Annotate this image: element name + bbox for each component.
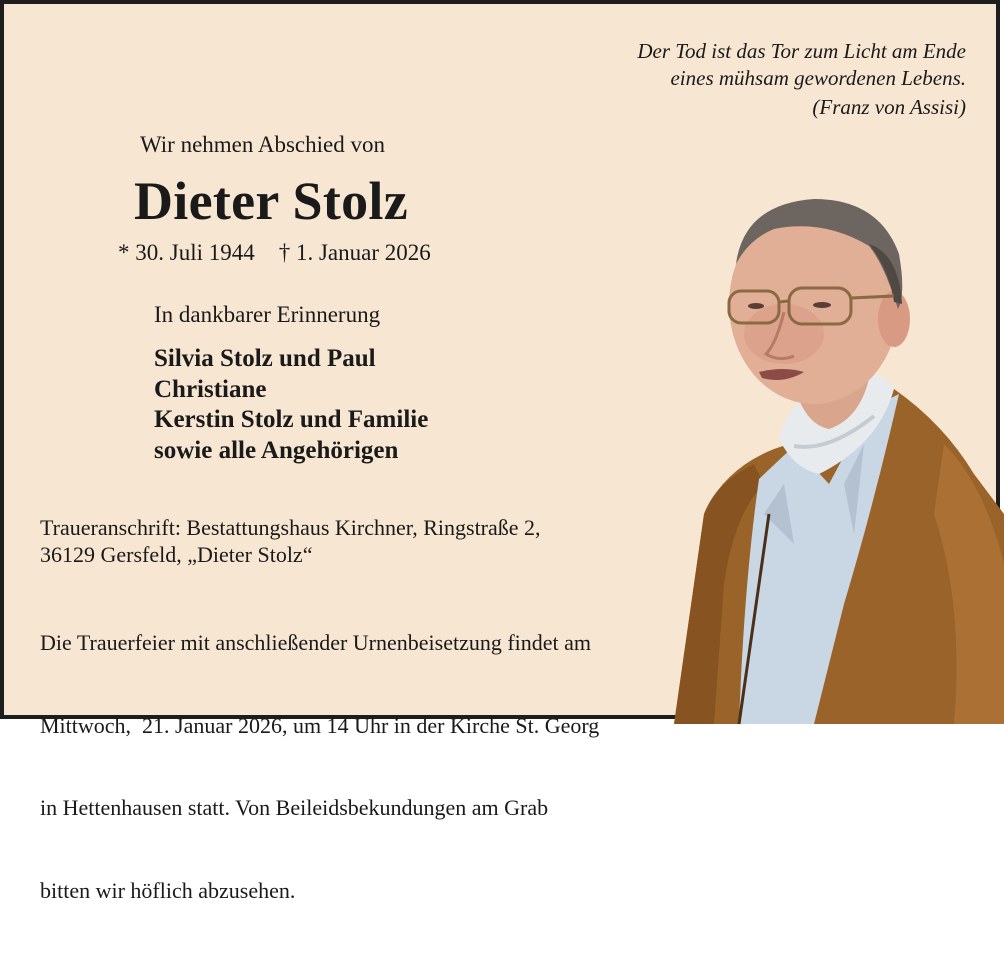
ceremony-line-3: in Hettenhausen statt. Von Beileidsbekundungen am Grab	[40, 795, 549, 820]
memory-line: In dankbarer Erinnerung	[154, 302, 381, 327]
deceased-name: Dieter Stolz	[134, 171, 408, 231]
address-line-2: 36129 Gersfeld, „Dieter Stolz“	[40, 542, 313, 567]
intro-text: Wir nehmen Abschied von	[140, 132, 385, 157]
ceremony-line-2: Mittwoch, 21. Januar 2026, um 14 Uhr in der Kirche St. Georg	[40, 712, 600, 738]
quote-source: (Franz von Assisi)	[812, 95, 966, 119]
mourner: Kerstin Stolz und Familie	[154, 406, 429, 433]
mourner: sowie alle Angehörigen	[154, 436, 399, 464]
portrait-photo	[644, 184, 1004, 724]
life-dates	[118, 240, 431, 266]
mourning-address	[40, 514, 541, 568]
mourners-list	[154, 344, 428, 466]
mourner: Silvia Stolz und Paul	[154, 345, 376, 372]
address-line-1: Traueranschrift: Bestattungshaus Kirchner, Ringstraße 2,	[40, 515, 541, 540]
quote-line-1: Der Tod ist das Tor zum Licht am Ende	[637, 39, 966, 63]
ceremony-line-1: Die Trauerfeier mit anschließender Urnenbeisetzung findet am	[40, 630, 592, 655]
mourner: Christiane	[154, 375, 267, 403]
ceremony-details	[40, 574, 599, 959]
death-date: † 1. Januar 2026	[278, 240, 431, 265]
quote	[637, 38, 966, 121]
quote-line-2: eines mühsam gewordenen Lebens.	[670, 66, 966, 90]
birth-date: * 30. Juli 1944	[118, 240, 255, 265]
ceremony-line-4: bitten wir höflich abzusehen.	[40, 877, 296, 903]
